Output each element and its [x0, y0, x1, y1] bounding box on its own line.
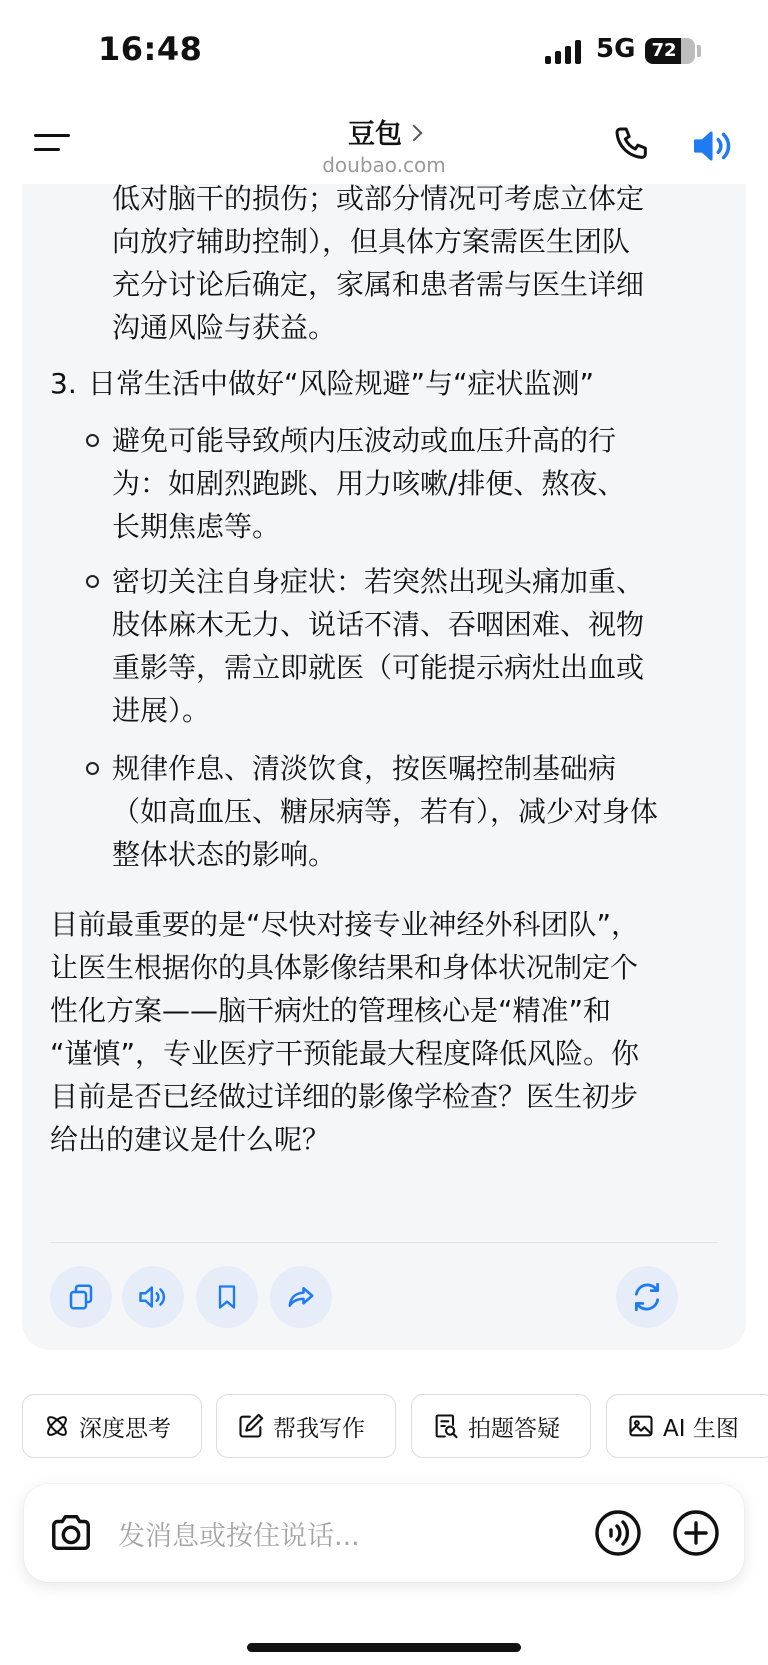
bullet-line: 为：如剧烈跑跳、用力咳嗽/排便、熬夜、 [112, 467, 626, 500]
summary-line: “谨慎”，专业医疗干预能最大程度降低风险。你 [50, 1037, 640, 1070]
bullet-marker [86, 575, 99, 588]
message-input[interactable]: 发消息或按住说话... [118, 1521, 360, 1552]
share-button[interactable] [270, 1266, 332, 1328]
bullet-line: 避免可能导致颅内压波动或血压升高的行 [112, 424, 617, 457]
atom-icon [43, 1412, 71, 1440]
battery-icon [645, 38, 695, 64]
summary-line: 性化方案——脑干病灶的管理核心是“精准”和 [50, 994, 612, 1027]
bullet-line: 长期焦虑等。 [112, 510, 281, 543]
chat-header [0, 100, 768, 184]
summary-line: 给出的建议是什么呢？ [50, 1123, 331, 1156]
share-icon [285, 1282, 317, 1312]
copy-icon [66, 1282, 96, 1312]
chip-label: 深度思考 [79, 1415, 171, 1442]
status-time: 16:48 [98, 30, 203, 68]
message-line: 向放疗辅助控制），但具体方案需医生团队 [112, 225, 631, 258]
read-aloud-button[interactable] [122, 1266, 184, 1328]
bot-name: 豆包 [348, 119, 402, 150]
image-icon [627, 1412, 655, 1440]
chip-label: AI 生图 [663, 1415, 739, 1442]
bullet-line: 进展）。 [112, 694, 211, 727]
bot-domain: doubao.com [322, 153, 446, 177]
bookmark-button[interactable] [196, 1266, 258, 1328]
summary-line: 目前是否已经做过详细的影像学检查？医生初步 [50, 1080, 639, 1113]
voice-input-button[interactable] [594, 1509, 642, 1561]
voice-wave-icon [594, 1509, 642, 1557]
chip-ai-image[interactable] [606, 1394, 768, 1458]
speaker-icon [690, 124, 736, 168]
bullet-line: 规律作息、清淡饮食，按医嘱控制基础病 [112, 752, 617, 785]
regenerate-button[interactable] [616, 1266, 678, 1328]
message-line: 低对脑干的损伤；或部分情况可考虑立体定 [112, 182, 645, 215]
list-item-title: 日常生活中做好“风险规避”与“症状监测” [88, 367, 595, 400]
bullet-marker [86, 762, 99, 775]
battery-tip [697, 45, 701, 57]
edit-icon [237, 1412, 265, 1440]
phone-call-button[interactable] [612, 124, 656, 168]
bullet-line: 重影等，需立即就医（可能提示病灶出血或 [112, 651, 645, 684]
message-input-bar [24, 1484, 744, 1582]
bullet-line: （如高血压、糖尿病等，若有），减少对身体 [112, 795, 659, 828]
battery-percent: 72 [651, 40, 677, 61]
more-button[interactable] [672, 1509, 720, 1561]
home-indicator [247, 1643, 521, 1652]
bullet-line: 肢体麻木无力、说话不清、吞咽困难、视物 [112, 608, 645, 641]
status-bar [0, 0, 768, 100]
read-aloud-icon [136, 1282, 170, 1312]
bullet-marker [86, 434, 99, 447]
chip-label: 帮我写作 [273, 1415, 365, 1442]
list-number: 3. [50, 367, 77, 400]
summary-line: 目前最重要的是“尽快对接专业神经外科团队”， [50, 908, 640, 941]
network-type: 5G [596, 34, 636, 64]
signal-icon [545, 40, 581, 64]
chip-photo-question[interactable] [411, 1394, 591, 1458]
message-line: 沟通风险与获益。 [112, 311, 337, 344]
plus-circle-icon [672, 1509, 720, 1557]
camera-icon [48, 1510, 94, 1556]
camera-button[interactable] [48, 1510, 94, 1560]
message-line: 充分讨论后确定，家属和患者需与医生详细 [112, 268, 645, 301]
search-doc-icon [432, 1412, 460, 1440]
copy-button[interactable] [50, 1266, 112, 1328]
chevron-right-icon [406, 125, 423, 142]
bookmark-icon [213, 1282, 241, 1312]
assistant-message-card [22, 184, 746, 1350]
phone-icon [612, 124, 652, 164]
chip-deep-think[interactable] [22, 1394, 202, 1458]
summary-line: 让医生根据你的具体影像结果和身体状况制定个 [50, 951, 639, 984]
chip-help-write[interactable] [216, 1394, 396, 1458]
chip-label: 拍题答疑 [468, 1415, 560, 1442]
bullet-line: 整体状态的影响。 [112, 838, 337, 871]
voice-toggle-button[interactable] [690, 124, 738, 168]
divider [50, 1242, 718, 1243]
regenerate-icon [630, 1280, 664, 1314]
bullet-line: 密切关注自身症状：若突然出现头痛加重、 [112, 565, 645, 598]
